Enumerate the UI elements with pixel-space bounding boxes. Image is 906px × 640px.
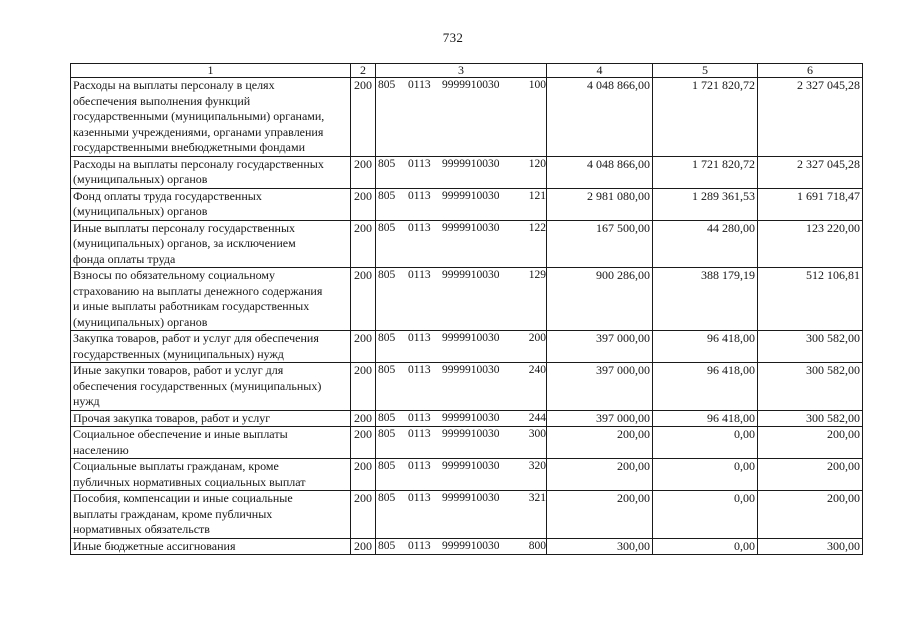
row-name-cell (71, 427, 351, 459)
row-code-section: 0113 (408, 157, 431, 170)
row-code-section: 0113 (408, 79, 431, 91)
row-code-group: 200 (351, 331, 376, 363)
row-value-col4: 200,00 (547, 459, 653, 491)
row-code-section: 0113 (408, 364, 431, 376)
row-code-cell (376, 220, 547, 268)
row-name-line: (муниципальных) органов, за исключением (73, 236, 296, 250)
column-header-1: 1 (71, 64, 351, 78)
row-code-department: 805 (378, 539, 396, 552)
row-code-section: 0113 (408, 492, 431, 504)
row-code-group: 200 (351, 363, 376, 411)
row-code-target: 9999910030 (442, 189, 500, 202)
row-value-col5: 0,00 (653, 459, 758, 491)
row-value-col5: 1 289 361,53 (653, 188, 758, 220)
row-code-cell (376, 331, 547, 363)
row-code-section: 0113 (408, 539, 431, 552)
row-value-col6: 300 582,00 (758, 410, 863, 427)
row-code-expense-type: 800 (528, 539, 546, 552)
row-value-col4: 397 000,00 (547, 331, 653, 363)
table-row (71, 538, 863, 555)
row-name-line: Прочая закупка товаров, работ и услуг (73, 410, 271, 425)
column-header-4: 4 (547, 64, 653, 78)
row-name-cell (71, 331, 351, 363)
row-name-cell (71, 188, 351, 220)
row-name-cell (71, 220, 351, 268)
row-value-col6: 123 220,00 (758, 220, 863, 268)
row-name-line: выплаты гражданам, кроме публичных (73, 506, 273, 521)
row-value-col6: 512 106,81 (758, 268, 863, 331)
row-code-department: 805 (378, 364, 396, 376)
row-name-line: публичных нормативных социальных выплат (73, 474, 306, 489)
row-value-col5: 1 721 820,72 (653, 78, 758, 157)
row-code-group: 200 (351, 156, 376, 188)
column-header-6: 6 (758, 64, 863, 78)
row-code-section: 0113 (408, 189, 431, 202)
table-row (71, 331, 863, 363)
row-name-line: Взносы по обязательному социальному (73, 268, 276, 282)
row-code-target: 9999910030 (442, 460, 500, 472)
row-code-department: 805 (378, 157, 396, 170)
row-code-section: 0113 (408, 411, 431, 424)
row-code-section: 0113 (408, 332, 431, 344)
row-code-expense-type: 244 (528, 411, 546, 424)
row-code-department: 805 (378, 221, 396, 234)
row-name-cell (71, 363, 351, 411)
row-code-group: 200 (351, 220, 376, 268)
row-code-target: 9999910030 (442, 79, 500, 91)
table-row (71, 78, 863, 157)
row-value-col6: 300 582,00 (758, 331, 863, 363)
table-row (71, 410, 863, 427)
row-value-col5: 44 280,00 (653, 220, 758, 268)
row-name-line: (муниципальных) органов (73, 204, 208, 218)
row-value-col6: 200,00 (758, 459, 863, 491)
row-code-section: 0113 (408, 428, 431, 440)
row-code-group: 200 (351, 538, 376, 555)
row-name-line: государственными (муниципальными) органами, (73, 109, 325, 123)
row-code-section: 0113 (408, 460, 431, 472)
row-value-col6: 300,00 (758, 538, 863, 555)
row-name-line: Пособия, компенсации и иные социальные (73, 491, 293, 505)
row-value-col5: 1 721 820,72 (653, 156, 758, 188)
row-value-col6: 2 327 045,28 (758, 156, 863, 188)
row-code-expense-type: 122 (528, 221, 546, 234)
row-value-col4: 200,00 (547, 427, 653, 459)
row-code-group: 200 (351, 427, 376, 459)
budget-table (70, 63, 863, 555)
row-code-group: 200 (351, 188, 376, 220)
row-name-line: обеспечения государственных (муниципальных) (73, 378, 322, 393)
row-code-section: 0113 (408, 221, 431, 234)
row-code-group: 200 (351, 268, 376, 331)
row-name-line: Социальное обеспечение и иные выплаты (73, 427, 288, 441)
row-name-cell (71, 156, 351, 188)
row-name-line: (муниципальных) органов (73, 314, 208, 329)
row-value-col5: 96 418,00 (653, 363, 758, 411)
row-name-line: Расходы на выплаты персоналу государственных (73, 156, 324, 171)
row-code-cell (376, 491, 547, 539)
row-value-col6: 300 582,00 (758, 363, 863, 411)
table-row (71, 363, 863, 411)
row-name-line: нужд (73, 394, 100, 408)
table-row (71, 427, 863, 459)
row-value-col4: 4 048 866,00 (547, 156, 653, 188)
row-code-group: 200 (351, 459, 376, 491)
row-value-col4: 397 000,00 (547, 363, 653, 411)
row-code-department: 805 (378, 492, 396, 504)
row-code-department: 805 (378, 332, 396, 344)
row-code-target: 9999910030 (442, 539, 500, 552)
row-name-line: страхованию на выплаты денежного содержания (73, 283, 323, 298)
row-value-col5: 96 418,00 (653, 410, 758, 427)
row-name-cell (71, 410, 351, 427)
row-code-group: 200 (351, 491, 376, 539)
row-code-section: 0113 (408, 269, 431, 281)
row-code-department: 805 (378, 411, 396, 424)
row-code-expense-type: 129 (528, 269, 546, 281)
row-value-col5: 0,00 (653, 538, 758, 555)
row-name-line: Иные выплаты персоналу государственных (73, 220, 296, 235)
column-header-3: 3 (376, 64, 547, 78)
row-name-cell (71, 268, 351, 331)
row-code-expense-type: 100 (528, 79, 546, 91)
row-code-expense-type: 121 (528, 189, 546, 202)
table-row (71, 268, 863, 331)
row-code-department: 805 (378, 189, 396, 202)
row-name-line: государственных (муниципальных) нужд (73, 346, 284, 361)
row-code-cell (376, 410, 547, 427)
row-code-cell (376, 538, 547, 555)
row-name-line: населению (73, 442, 129, 457)
column-header-2: 2 (351, 64, 376, 78)
row-code-target: 9999910030 (442, 492, 500, 504)
table-header-row (71, 64, 863, 78)
row-code-cell (376, 268, 547, 331)
row-name-cell (71, 78, 351, 157)
row-name-cell (71, 459, 351, 491)
table-row (71, 220, 863, 268)
row-code-target: 9999910030 (442, 332, 500, 344)
row-value-col5: 0,00 (653, 427, 758, 459)
row-value-col5: 388 179,19 (653, 268, 758, 331)
row-value-col5: 0,00 (653, 491, 758, 539)
row-code-expense-type: 240 (528, 364, 546, 376)
row-value-col6: 2 327 045,28 (758, 78, 863, 157)
row-code-cell (376, 188, 547, 220)
row-value-col6: 200,00 (758, 427, 863, 459)
row-name-cell (71, 491, 351, 539)
row-code-target: 9999910030 (442, 157, 500, 170)
row-value-col6: 200,00 (758, 491, 863, 539)
row-value-col4: 2 981 080,00 (547, 188, 653, 220)
row-code-expense-type: 321 (528, 492, 546, 504)
row-code-group: 200 (351, 78, 376, 157)
row-code-cell (376, 363, 547, 411)
row-name-line: Фонд оплаты труда государственных (73, 188, 262, 203)
row-code-expense-type: 120 (528, 157, 546, 170)
row-name-line: фонда оплаты труда (73, 251, 176, 266)
page-number: 732 (442, 30, 464, 45)
row-code-target: 9999910030 (442, 221, 500, 234)
row-code-department: 805 (378, 428, 396, 440)
row-name-line: Расходы на выплаты персоналу в целях (73, 78, 275, 92)
table-row (71, 491, 863, 539)
row-code-cell (376, 156, 547, 188)
row-code-department: 805 (378, 460, 396, 472)
row-code-department: 805 (378, 269, 396, 281)
row-value-col4: 397 000,00 (547, 410, 653, 427)
row-name-line: Иные бюджетные ассигнования (73, 538, 236, 553)
row-value-col4: 167 500,00 (547, 220, 653, 268)
table-row (71, 459, 863, 491)
row-name-line: нормативных обязательств (73, 522, 210, 536)
row-code-group: 200 (351, 410, 376, 427)
row-name-cell (71, 538, 351, 555)
row-name-line: Социальные выплаты гражданам, кроме (73, 459, 279, 473)
row-code-department: 805 (378, 79, 396, 91)
table-row (71, 156, 863, 188)
row-value-col4: 4 048 866,00 (547, 78, 653, 157)
row-name-line: казенными учреждениями, органами управления (73, 124, 324, 139)
row-name-line: обеспечения выполнения функций (73, 93, 251, 108)
row-name-line: (муниципальных) органов (73, 172, 208, 186)
row-value-col4: 300,00 (547, 538, 653, 555)
row-code-target: 9999910030 (442, 411, 500, 424)
row-name-line: Иные закупки товаров, работ и услуг для (73, 363, 284, 377)
row-code-target: 9999910030 (442, 428, 500, 440)
row-name-line: государственными внебюджетными фондами (73, 140, 306, 154)
row-code-expense-type: 200 (528, 332, 546, 344)
row-code-cell (376, 427, 547, 459)
table-row (71, 188, 863, 220)
row-value-col5: 96 418,00 (653, 331, 758, 363)
row-code-target: 9999910030 (442, 269, 500, 281)
row-value-col4: 900 286,00 (547, 268, 653, 331)
row-code-cell (376, 459, 547, 491)
column-header-5: 5 (653, 64, 758, 78)
row-code-expense-type: 320 (528, 460, 546, 472)
row-value-col6: 1 691 718,47 (758, 188, 863, 220)
row-name-line: Закупка товаров, работ и услуг для обеспечения (73, 331, 319, 345)
row-code-expense-type: 300 (528, 428, 546, 440)
row-name-line: и иные выплаты работникам государственных (73, 299, 310, 313)
row-value-col4: 200,00 (547, 491, 653, 539)
row-code-target: 9999910030 (442, 364, 500, 376)
row-code-cell (376, 78, 547, 157)
